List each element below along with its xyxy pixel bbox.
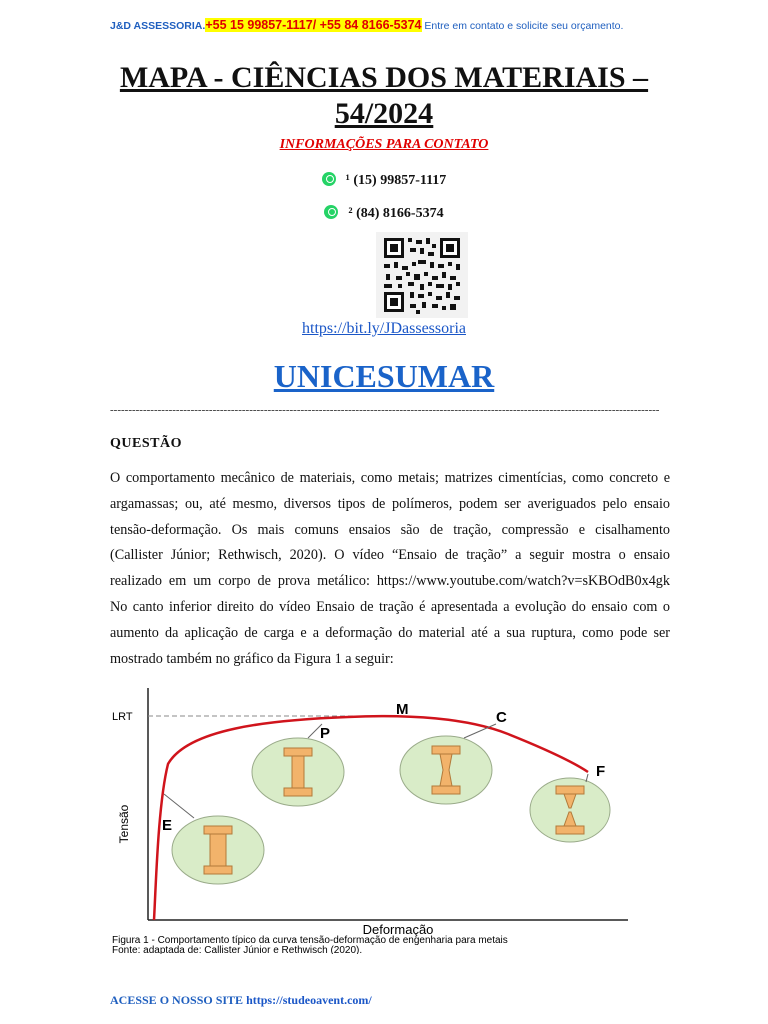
contact-heading: INFORMAÇÕES PARA CONTATO: [279, 137, 489, 152]
header-tagline: Entre em contato e solicite seu orçamento.: [421, 20, 624, 32]
page-title: [0, 60, 768, 132]
arrow-e: [164, 794, 194, 818]
header-bar: [110, 18, 623, 32]
title-line-2: 54/2024: [334, 97, 434, 130]
institution-name[interactable]: UNICESUMAR: [273, 358, 495, 394]
header-phones: +55 15 99857-1117/ +55 84 8166-5374: [205, 18, 422, 32]
footer-url[interactable]: https://studeoavent.com/: [246, 993, 372, 1007]
point-label-c: C: [496, 709, 507, 726]
title-line-1: MAPA - CIÊNCIAS DOS MATERIAIS –: [119, 61, 649, 94]
body-line: No canto inferior direito do vídeo Ensaio de tração é apresentada a evolução do ensaio com o: [110, 598, 670, 615]
body-line: argamassas; ou, até mesmo, diversos tipos de polímeros, podem ser averiguados pelo ensaio: [110, 495, 670, 512]
lrt-label: LRT: [112, 711, 133, 723]
point-label-m: M: [396, 701, 409, 718]
separator: ------------------------------------------------------------------------------------------------------------------------------------------------------: [110, 405, 660, 415]
question-heading: QUESTÃO: [110, 436, 182, 451]
figure-source: Fonte: adaptada de: Callister Júnior e Rethwisch (2020).: [112, 945, 363, 954]
body-line: O comportamento mecânico de materiais, como metais; matrizes cimentícias, como concreto e: [110, 470, 670, 486]
body-line: aumento da aplicação de carga e a deformação do material até a sua ruptura, como pode ser: [110, 624, 670, 641]
figure-caption: Figura 1 - Comportamento típico da curva tensão-deformação de engenharia para metais: [112, 935, 508, 946]
whatsapp-icon: [322, 172, 336, 186]
footer: [110, 993, 372, 1008]
body-line: (Callister Júnior; Rethwisch, 2020). O vídeo “Ensaio de tração” a seguir mostra o ensaio: [110, 547, 670, 564]
phone-1[interactable]: ¹ (15) 99857-1117: [345, 173, 447, 188]
qr-code[interactable]: [376, 232, 468, 318]
phone-2[interactable]: ² (84) 8166-5374: [348, 206, 444, 221]
whatsapp-icon: [324, 205, 338, 219]
point-label-f: F: [596, 763, 606, 780]
body-line: mostrado também no gráfico da Figura 1 a seguir:: [110, 650, 394, 667]
phone-row-1[interactable]: [0, 172, 768, 189]
stress-strain-figure: [108, 684, 668, 954]
header-brand: J&D ASSESSORIA.: [110, 20, 206, 32]
phone-row-2[interactable]: [0, 205, 768, 222]
point-label-p: P: [320, 725, 331, 742]
contact-link[interactable]: https://bit.ly/JDassessoria: [302, 320, 466, 337]
body-line: realizado em um corpo de prova metálico: https://www.youtube.com/watch?v=sKBOdB0x4gk: [110, 573, 670, 590]
body-line: tensão-deformação. Os mais comuns ensaios são de tração, compressão e cisalhamento: [110, 521, 670, 538]
x-axis-label: Deformação: [362, 922, 434, 937]
y-axis-label: Tensão: [117, 804, 131, 844]
footer-label: ACESSE O NOSSO SITE: [110, 993, 247, 1007]
question-body: [110, 466, 670, 672]
point-label-e: E: [162, 817, 173, 834]
